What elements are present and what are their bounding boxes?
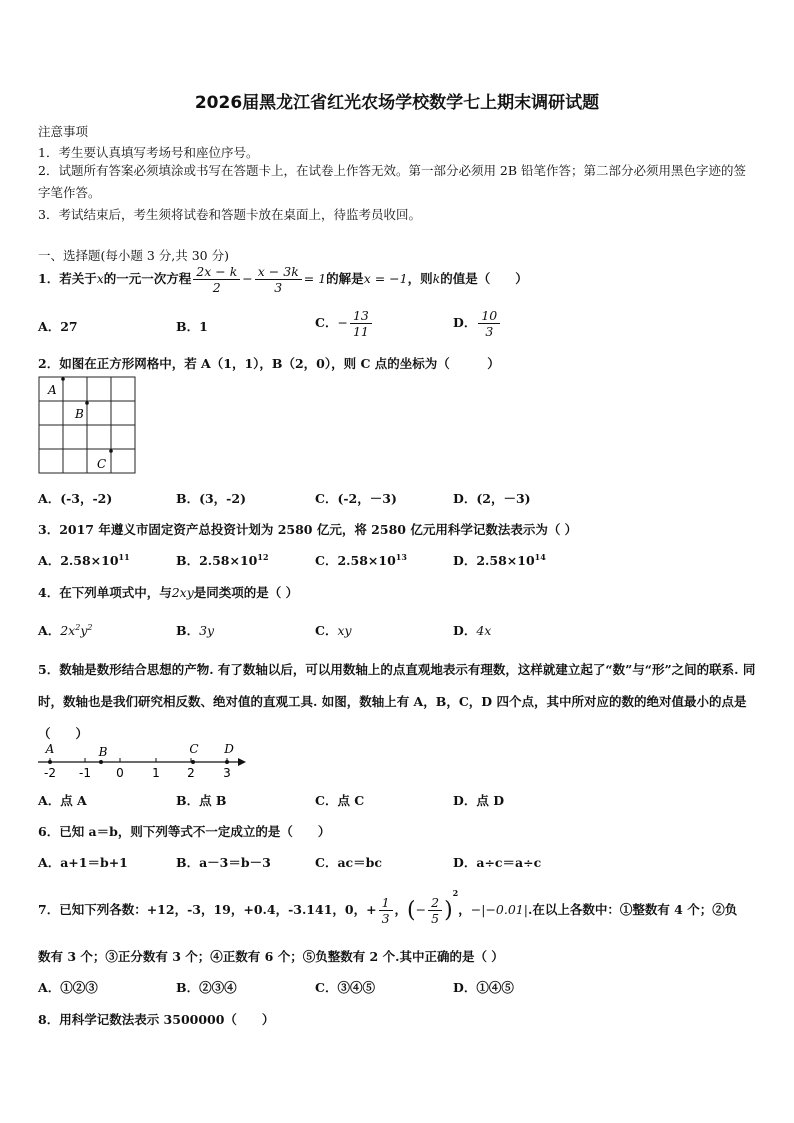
q1-option-c[interactable]: C．− $\frac{13}{11}$	[315, 308, 374, 339]
q5-option-c[interactable]: C．点 C	[315, 793, 365, 808]
grid-label-b: B	[75, 407, 84, 421]
svg-text:B: B	[98, 745, 108, 759]
grid-point-c	[109, 449, 113, 453]
axis-arrow	[238, 758, 246, 766]
q5-option-b[interactable]: B．点 B	[176, 793, 227, 808]
svg-text:D: D	[224, 742, 234, 756]
svg-text:C: C	[189, 742, 199, 756]
notice-item-2: 2．试题所有答案必须填涂或书写在答题卡上，在试卷上作答无效。第一部分必须用 2B 铅笔作答；第二部分必须用黑色字迹的签字笔作答。	[38, 163, 747, 200]
q4-option-a[interactable]: A．$2x^2y^2$	[38, 622, 93, 638]
axis-point-b	[99, 760, 103, 764]
q5-option-a[interactable]: A．点 A	[38, 793, 87, 808]
svg-text:2: 2	[187, 766, 195, 780]
fraction: $\frac{2x - k}{2}$	[193, 264, 240, 295]
q4-option-c[interactable]: C．xy	[315, 623, 352, 638]
q3-option-b[interactable]: B．$2.58\times 10^{12}$	[176, 551, 269, 568]
q1-option-a[interactable]: A．27	[38, 319, 78, 334]
question-1: 1．若关于x的一元一次方程 $\frac{2x - k}{2}$ − $\frac{x - 3k}{3}$ = 1的解是x = −1，则k的值是（ ）	[38, 264, 528, 295]
question-4: 4．在下列单项式中，与2xy是同类项的是（ ）	[38, 585, 299, 600]
page-title: 2026届黑龙江省红光农场学校数学七上期末调研试题	[194, 93, 600, 113]
q7-option-c[interactable]: C．③④⑤	[315, 980, 375, 995]
q1-option-b[interactable]: B．1	[176, 319, 208, 334]
axis-tick-labels	[44, 766, 231, 780]
q4-option-d[interactable]: D．4x	[453, 623, 492, 638]
q4-option-b[interactable]: B．3y	[176, 623, 215, 638]
grid-label-c: C	[97, 457, 107, 471]
axis-point-labels	[45, 742, 235, 759]
question-7: 7．已知下列各数：+12，-3，19，+0.4，-3.141，0，+ $\frac{1}{3}$ ，(− $\frac{2}{5}$ )$^2$，−|−0.01|.在以上各数中：①整数有 4 个；②负	[38, 888, 738, 926]
svg-text:0: 0	[116, 766, 124, 780]
q3-option-a[interactable]: A．$2.58\times 10^{11}$	[38, 551, 130, 568]
q6-option-b[interactable]: B．a－3＝b－3	[176, 855, 271, 870]
svg-text:3: 3	[223, 766, 231, 780]
axis-point-d	[225, 760, 229, 764]
q7-option-d[interactable]: D．①④⑤	[453, 980, 514, 995]
notice-item-1: 1．考生要认真填写考场号和座位序号。	[38, 145, 259, 160]
fraction: $\frac{x - 3k}{3}$	[255, 264, 302, 295]
question-5: 5．数轴是数形结合思想的产物. 有了数轴以后，可以用数轴上的点直观地表示有理数，这样就建立起了“数”与“形”之间的联系. 同时，数轴也是我们研究相反数、绝对值的直观工具. 如图，数轴上有 A，B，C，D 四个点，其中所对应的数的绝对值最小的点是（ ）	[38, 662, 756, 741]
svg-text:A: A	[45, 742, 55, 756]
q2-option-c[interactable]: C．(-2，－3)	[315, 491, 397, 506]
question-6: 6．已知 a＝b，则下列等式不一定成立的是（ ）	[38, 824, 331, 839]
section-heading: 一、选择题(每小题 3 分,共 30 分)	[38, 248, 229, 263]
question-7-continued: 数有 3 个；③正分数有 3 个；④正数有 6 个；⑤负整数有 2 个.其中正确的是（ ）	[38, 949, 504, 964]
grid-point-b	[85, 401, 89, 405]
axis-point-c	[191, 760, 195, 764]
number-line-figure	[34, 740, 254, 782]
svg-text:1: 1	[152, 766, 160, 780]
question-2: 2．如图在正方形网格中，若 A（1，1），B（2，0），则 C 点的坐标为（ ）	[38, 356, 500, 371]
q7-option-a[interactable]: A．①②③	[38, 980, 98, 995]
notice-heading: 注意事项	[38, 124, 89, 139]
q6-option-c[interactable]: C．ac＝bc	[315, 855, 383, 870]
q6-option-a[interactable]: A．a+1＝b+1	[38, 855, 128, 870]
q2-option-d[interactable]: D．(2，－3)	[453, 491, 531, 506]
q3-option-c[interactable]: C．$2.58\times 10^{13}$	[315, 551, 407, 568]
axis-point-a	[48, 760, 52, 764]
q6-option-d[interactable]: D．a÷c＝a÷c	[453, 855, 542, 870]
question-3: 3．2017 年遵义市固定资产总投资计划为 2580 亿元，将 2580 亿元用科学记数法表示为（ ）	[38, 522, 578, 537]
square-grid-figure	[38, 376, 142, 480]
svg-text:-1: -1	[79, 766, 91, 780]
grid-point-a	[61, 377, 65, 381]
q5-option-d[interactable]: D．点 D	[453, 793, 505, 808]
q3-option-d[interactable]: D．$2.58\times 10^{14}$	[453, 551, 546, 568]
notice-item-3: 3．考试结束后，考生须将试卷和答题卡放在桌面上，待监考员收回。	[38, 207, 421, 222]
grid-label-a: A	[48, 383, 57, 397]
question-8: 8．用科学记数法表示 3500000（ ）	[38, 1012, 275, 1027]
svg-text:-2: -2	[44, 766, 56, 780]
q2-option-b[interactable]: B．(3，-2)	[176, 491, 246, 506]
q2-option-a[interactable]: A．(-3，-2)	[38, 491, 113, 506]
q1-option-d[interactable]: D． $\frac{10}{3}$	[453, 308, 502, 339]
q7-option-b[interactable]: B．②③④	[176, 980, 237, 995]
